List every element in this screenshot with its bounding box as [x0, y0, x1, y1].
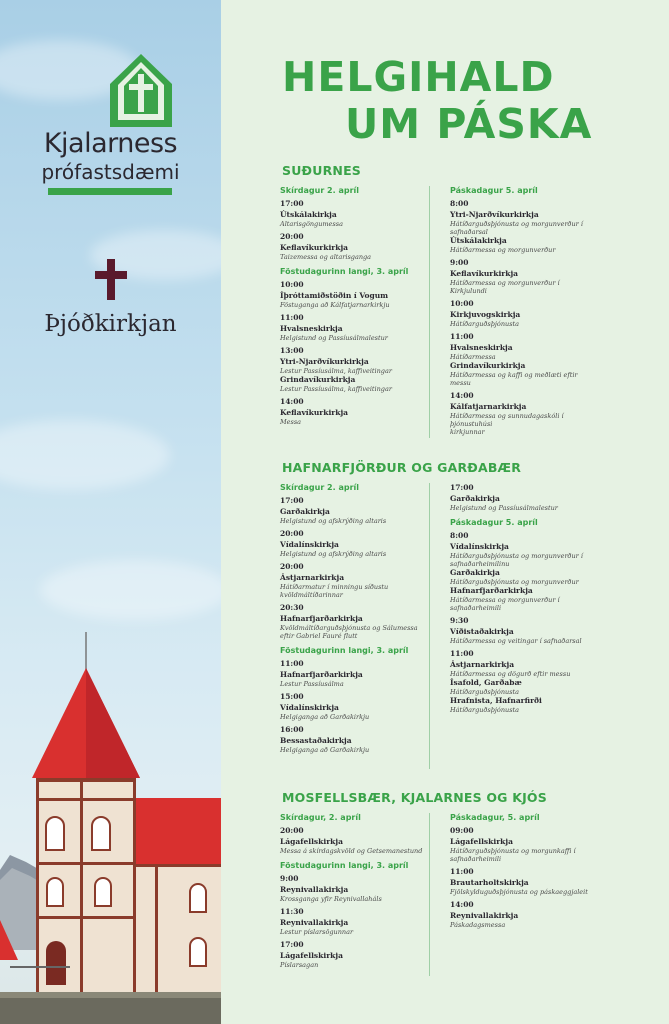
- service-description: Kvöldmáltíðarguðsþjónusta og Sálumessa: [280, 624, 418, 632]
- service-description: Lestur Passíusálma, kaffiveitingar: [280, 367, 392, 375]
- church-name: Víðistaðakirkja: [450, 627, 514, 636]
- service-description: Altarisgöngumessa: [280, 220, 343, 228]
- service-description: Hátíðarmessa og morgunverður í Kirkjulundi: [450, 279, 560, 295]
- service-time: 15:00: [280, 692, 304, 701]
- service-slot: [280, 346, 428, 393]
- service-slot: [280, 907, 428, 936]
- church-name: Keflavíkurkirkja: [280, 243, 349, 252]
- day-heading: Páskadagur 5. apríl: [450, 518, 538, 527]
- church-name: Hvalsneskirkja: [450, 343, 513, 352]
- service-slot: [450, 826, 598, 863]
- service-description: Helgistund og afskrýðing altaris: [280, 550, 387, 558]
- church-name: Hafnarfjarðarkirkja: [280, 670, 363, 679]
- church-name: Ástjarnarkirkja: [280, 573, 345, 582]
- service-slot: [280, 280, 428, 309]
- service-time: 20:00: [280, 826, 304, 835]
- church-name: Keflavíkurkirkja: [450, 269, 519, 278]
- church-name: Keflavíkurkirkja: [280, 408, 349, 417]
- column-divider: [429, 813, 430, 976]
- service-slot: [280, 874, 428, 903]
- church-name: Ástjarnarkirkja: [450, 660, 515, 669]
- service-time: 11:00: [280, 659, 304, 668]
- service-time: 14:00: [450, 391, 474, 400]
- service-time: 20:00: [280, 232, 304, 241]
- service-slot: [280, 659, 428, 688]
- service-slot: [450, 299, 598, 328]
- church-name: Útskálakirkja: [280, 210, 337, 219]
- region-heading-sudurnes: SUÐURNES: [282, 163, 362, 178]
- column-divider: [429, 483, 430, 769]
- day-heading: Skírdagur 2. apríl: [280, 186, 359, 195]
- mosfellsbaer-left-column: [280, 813, 428, 973]
- church-name: Vídalínskirkja: [280, 540, 339, 549]
- service-description: Hátíðarmessa og morgunverður: [450, 246, 556, 254]
- service-time: 11:00: [450, 332, 474, 341]
- day-heading: Föstudagurinn langi, 3. apríl: [280, 861, 409, 870]
- service-time: 17:00: [280, 199, 304, 208]
- service-description: Hátíðarguðsþjónusta: [450, 688, 520, 696]
- service-description: Fjölskylduguðsþjónusta og páskaeggjaleit: [450, 888, 588, 896]
- service-time: 9:00: [450, 258, 469, 267]
- service-description: Messa: [280, 418, 302, 426]
- service-description: Hátíðarguðsþjónusta og morgunverður í safnaðarsal: [450, 220, 583, 236]
- service-description: Föstuganga að Kálfatjarnarkirkju: [280, 301, 390, 309]
- service-time: 17:00: [280, 940, 304, 949]
- service-time: 09:00: [450, 826, 474, 835]
- church-name: Ytri-Njarðvíkurkirkja: [280, 357, 369, 366]
- region-heading-mosfellsbaer: MOSFELLSBÆR, KJALARNES OG KJÓS: [282, 790, 547, 805]
- day-heading: Skírdagur, 2. apríl: [280, 813, 361, 822]
- service-description: Hátíðarguðsþjónusta og morgunverður: [450, 578, 579, 586]
- service-time: 17:00: [450, 483, 474, 492]
- service-slot: [280, 397, 428, 426]
- service-time: 9:30: [450, 616, 469, 625]
- service-slot: [280, 313, 428, 342]
- church-name: Lágafellskirkja: [280, 951, 343, 960]
- service-slot: [450, 649, 598, 714]
- church-name: Lágafellskirkja: [280, 837, 343, 846]
- church-name: Vídalínskirkja: [280, 703, 339, 712]
- service-time: 8:00: [450, 199, 469, 208]
- service-description: Hátíðarmessa: [450, 353, 496, 361]
- service-time: 20:00: [280, 562, 304, 571]
- service-description: Hátíðarguðsþjónusta og morgunkaffi í safnaðarheimili: [450, 847, 576, 863]
- service-description: Hátíðarmessa og veitingar í safnaðarsal: [450, 637, 582, 645]
- church-name: Hafnarfjarðarkirkja: [280, 614, 363, 623]
- service-slot: [280, 199, 428, 228]
- service-description: Lestur Passíusálma: [280, 680, 344, 688]
- service-description: Helgistund og afskrýðing altaris: [280, 517, 387, 525]
- page-title-line1: HELGIHALD: [282, 53, 555, 101]
- day-heading: Skírdagur 2. apríl: [280, 483, 359, 492]
- deanery-name-line1: Kjalarness: [43, 128, 178, 159]
- service-description: Hátíðarmessa og dögurð eftir messu: [450, 670, 571, 678]
- church-name: Grindavíkurkirkja: [450, 361, 526, 370]
- service-time: 16:00: [280, 725, 304, 734]
- day-heading: Páskadagur, 5. apríl: [450, 813, 540, 822]
- service-description: Lestur Passíusálma, kaffiveitingar: [280, 385, 392, 393]
- service-description: Hátíðarmatur í minningu síðustu: [280, 583, 389, 591]
- service-slot: [280, 603, 428, 640]
- service-slot: [450, 258, 598, 295]
- service-slot: [280, 692, 428, 721]
- church-name: Garðakirkja: [280, 507, 330, 516]
- service-time: 8:00: [450, 531, 469, 540]
- service-slot: [450, 332, 598, 387]
- service-time: 11:00: [280, 313, 304, 322]
- service-time: 20:30: [280, 603, 304, 612]
- service-time: 11:30: [280, 907, 304, 916]
- hafnarfjordur-left-column: [280, 483, 428, 758]
- service-description: safnaðarheimilinu: [450, 560, 510, 568]
- service-slot: [450, 531, 598, 612]
- day-heading: Páskadagur 5. apríl: [450, 186, 538, 195]
- sudurnes-right-column: [450, 186, 598, 440]
- service-description: Krossganga yfir Reynivallaháls: [280, 895, 382, 903]
- day-heading: Föstudagurinn langi, 3. apríl: [280, 267, 409, 276]
- service-slot: [450, 483, 598, 512]
- church-name: Hrafnista, Hafnarfirði: [450, 696, 542, 705]
- service-description: Helgistund og Passíusálmalestur: [450, 504, 558, 512]
- service-time: 14:00: [450, 900, 474, 909]
- service-slot: [450, 900, 598, 929]
- service-slot: [280, 940, 428, 969]
- service-slot: [280, 826, 428, 855]
- service-time: 9:00: [280, 874, 299, 883]
- day-heading: Föstudagurinn langi, 3. apríl: [280, 646, 409, 655]
- church-name: Kirkjuvogskirkja: [450, 310, 521, 319]
- hafnarfjordur-right-column: [450, 483, 598, 718]
- service-description: Hátíðarmessa og sunnudagaskóli í þjónustuhúsi: [450, 412, 564, 428]
- service-slot: [280, 232, 428, 261]
- church-name: Lágafellskirkja: [450, 837, 513, 846]
- church-name: Hafnarfjarðarkirkja: [450, 586, 533, 595]
- service-slot: [280, 496, 428, 525]
- service-time: 13:00: [280, 346, 304, 355]
- service-description: kvöldmáltíðarinnar: [280, 591, 343, 599]
- service-description: Hátíðarguðsþjónusta og morgunverður í: [450, 552, 583, 560]
- service-time: 17:00: [280, 496, 304, 505]
- church-name: Ytri-Njarðvíkurkirkja: [450, 210, 539, 219]
- church-name: Garðakirkja: [450, 568, 500, 577]
- church-illustration: [0, 630, 221, 1024]
- service-slot: [280, 529, 428, 558]
- service-description: Helgiganga að Garðakirkju: [280, 713, 370, 721]
- church-name: Brautarholtskirkja: [450, 878, 529, 887]
- service-time: 11:00: [450, 649, 474, 658]
- service-slot: [450, 199, 598, 254]
- church-name: Grindavíkurkirkja: [280, 375, 356, 384]
- service-slot: [280, 562, 428, 599]
- service-slot: [450, 867, 598, 896]
- service-slot: [450, 391, 598, 436]
- sky-photo-panel: [0, 0, 221, 1024]
- church-name: Hvalsneskirkja: [280, 324, 343, 333]
- service-time: 10:00: [450, 299, 474, 308]
- church-name: Þjóðkirkjan: [44, 311, 177, 337]
- service-description: Hátíðarmessa og morgunverður í safnaðarheimili: [450, 596, 560, 612]
- service-description: Taizemessa og altarisganga: [280, 253, 372, 261]
- service-description: Hátíðarguðsþjónusta: [450, 706, 520, 714]
- sudurnes-left-column: [280, 186, 428, 430]
- service-time: 14:00: [280, 397, 304, 406]
- service-time: 20:00: [280, 529, 304, 538]
- service-slot: [450, 616, 598, 645]
- service-description: eftir Gabriel Fauré flutt: [280, 632, 358, 640]
- church-name: Garðakirkja: [450, 494, 500, 503]
- church-name: Kálfatjarnarkirkja: [450, 402, 527, 411]
- service-description: Lestur píslarsögunnar: [280, 928, 354, 936]
- church-name: Bessastaðakirkja: [280, 736, 352, 745]
- cross-icon: [95, 259, 127, 300]
- service-description: Helgiganga að Garðakirkju: [280, 746, 370, 754]
- church-name: Ísafold, Garðabæ: [450, 678, 522, 687]
- service-time: 10:00: [280, 280, 304, 289]
- logo-underline: [48, 188, 172, 195]
- church-name: Reynivallakirkja: [450, 911, 519, 920]
- deanery-name-line2: prófastsdæmi: [41, 160, 180, 184]
- service-description: Helgistund og Passíusálmalestur: [280, 334, 388, 342]
- service-description: Píslarsagan: [280, 961, 319, 969]
- church-name: Reynivallakirkja: [280, 885, 349, 894]
- deanery-logo-icon: [108, 52, 174, 128]
- church-name: Reynivallakirkja: [280, 918, 349, 927]
- service-description: Messa á skírdagskvöld og Getsemanestund: [280, 847, 423, 855]
- service-slot: [280, 725, 428, 754]
- service-description: Hátíðarguðsþjónusta: [450, 320, 520, 328]
- mosfellsbaer-right-column: [450, 813, 598, 933]
- church-name: Útskálakirkja: [450, 236, 507, 245]
- page-title-line2: UM PÁSKA: [345, 100, 593, 148]
- region-heading-hafnarfjordur: HAFNARFJÖRÐUR OG GARÐABÆR: [282, 460, 522, 475]
- service-time: 11:00: [450, 867, 474, 876]
- church-name: Íþróttamiðstöðin í Vogum: [280, 291, 389, 300]
- service-description: kirkjunnar: [450, 428, 485, 436]
- column-divider: [429, 186, 430, 438]
- church-name: Vídalínskirkja: [450, 542, 509, 551]
- service-description: Hátíðarmessa og kaffi og meðlæti eftir messu: [450, 371, 578, 387]
- service-description: Páskadagsmessa: [450, 921, 506, 929]
